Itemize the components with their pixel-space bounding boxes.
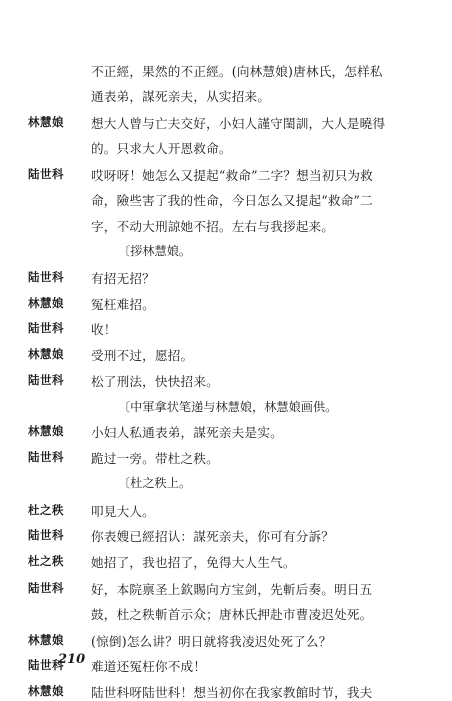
speaker-name: 林慧娘 [28, 684, 64, 698]
dialogue-line: 鼓，杜之秩斬首示众；唐林氏押赴市曹凌迟处死。 [91, 607, 373, 622]
dialogue-line: 难道还冤枉你不成！ [91, 659, 207, 674]
speaker-name: 林慧娘 [28, 633, 64, 647]
dialogue-line: 不正經，果然的不正經。(向林慧娘)唐林氏，怎样私 [91, 64, 383, 79]
dialogue-line: (惊倒)怎么讲？明日就将我凌迟处死了么？ [91, 634, 332, 649]
stage-direction: 〔杜之秩上。 [118, 476, 192, 490]
dialogue-line: 小妇人私通表弟，謀死亲夫是实。 [91, 425, 283, 440]
speaker-name: 陆世科 [28, 581, 64, 595]
speaker-name: 陆世科 [28, 167, 64, 181]
dialogue-line: 跪过一旁。带杜之秩。 [91, 451, 219, 466]
speaker-name: 林慧娘 [28, 347, 64, 361]
dialogue-line: 陆世科呀陆世科！想当初你在我家教館时节，我夫 [91, 685, 373, 700]
speaker-name: 陆世科 [28, 528, 64, 542]
dialogue-line: 受刑不过，愿招。 [91, 348, 194, 363]
speaker-name: 林慧娘 [28, 424, 64, 438]
speaker-name: 陆世科 [28, 373, 64, 387]
speaker-name: 杜之秩 [28, 503, 64, 517]
dialogue-line: 松了刑法，快快招来。 [91, 374, 219, 389]
dialogue-line: 想大人曾与亡夫交好，小妇人謹守閨訓，大人是曉得 [91, 116, 386, 131]
speaker-name: 陆世科 [28, 321, 64, 335]
dialogue-line: 她招了，我也招了，免得大人生气。 [91, 555, 296, 570]
dialogue-line: 字，不动大刑諒她不招。左右与我拶起来。 [91, 219, 335, 234]
dialogue-line: 哎呀呀！她怎么又提起“救命”二字？想当初只为救 [91, 168, 373, 183]
dialogue-line: 有招无招？ [91, 271, 155, 286]
stage-direction: 〔拶林慧娘。 [118, 244, 192, 258]
speaker-name: 林慧娘 [28, 115, 64, 129]
dialogue-line: 冤枉难招。 [91, 297, 155, 312]
dialogue-line: 叩見大人。 [91, 504, 155, 519]
speaker-name: 杜之秩 [28, 554, 64, 568]
page-number: 210 [58, 652, 86, 667]
speaker-name: 陆世科 [28, 450, 64, 464]
speaker-name: 陆世科 [28, 658, 64, 672]
speaker-name: 陆世科 [28, 270, 64, 284]
speaker-name: 林慧娘 [28, 296, 64, 310]
dialogue-line: 你表嫂已經招认：謀死亲夫，你可有分訴？ [91, 529, 335, 544]
stage-direction: 〔中軍拿状笔递与林慧娘，林慧娘画供。 [118, 400, 338, 414]
dialogue-line: 命，險些害了我的性命，今日怎么又提起“救命”二 [91, 193, 373, 208]
dialogue-line: 的。只求大人开恩救命。 [91, 141, 232, 156]
dialogue-line: 通表弟，謀死亲夫，从实招来。 [91, 89, 271, 104]
dialogue-line: 收！ [91, 322, 117, 337]
dialogue-line: 好，本院禀圣上欽賜向方宝剑，先斬后奏。明日五 [91, 582, 373, 597]
